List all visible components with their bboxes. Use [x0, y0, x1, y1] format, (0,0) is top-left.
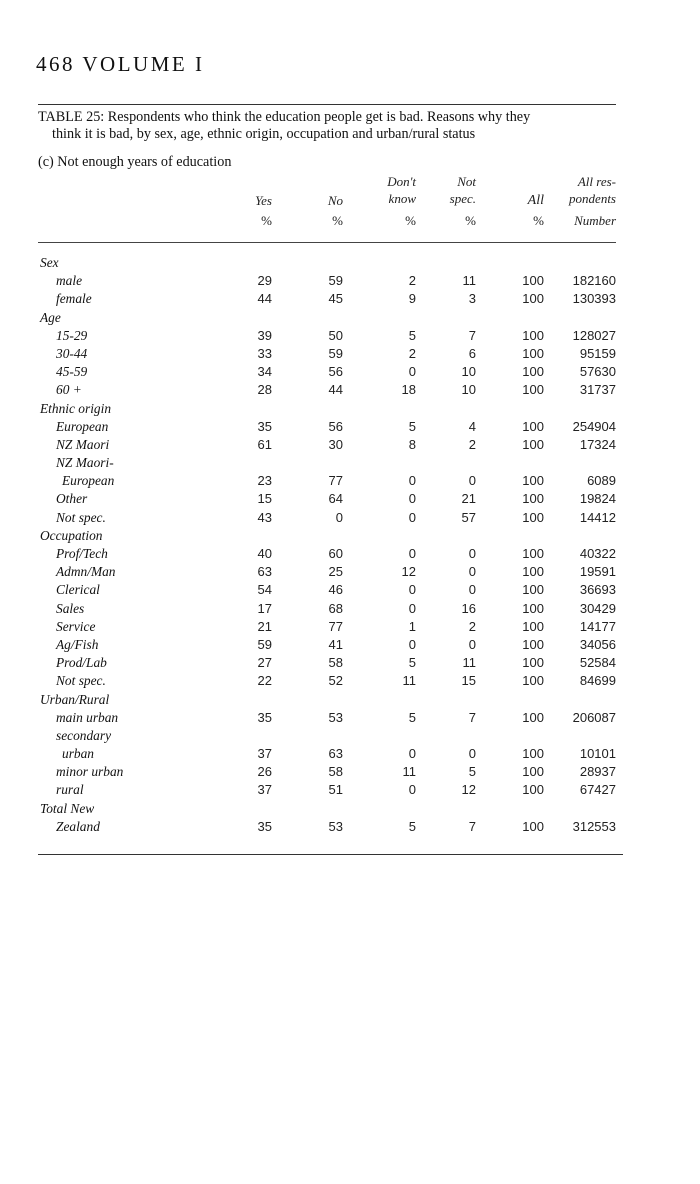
table-cell: 0 — [408, 509, 416, 525]
table-cell: 40 — [257, 546, 272, 561]
row-label: Prod/Lab — [56, 655, 107, 671]
table-cell: 100 — [522, 600, 544, 616]
table-row — [0, 819, 700, 837]
table-cell: 21 — [257, 618, 272, 634]
table-cell: 14412 — [579, 509, 616, 525]
table-cell: 59 — [257, 636, 272, 652]
table-cell: 10101 — [579, 746, 616, 762]
table-caption-line2: think it is bad, by sex, age, ethnic origin, occupation and urban/rural status — [52, 126, 476, 142]
unit-all-respondents: Number — [574, 213, 616, 228]
table-cell: 43 — [257, 509, 272, 525]
table-cell: 100 — [522, 618, 544, 634]
table-cell: 41 — [328, 636, 343, 652]
table-cell: 19824 — [579, 491, 616, 507]
table-caption-line1: TABLE 25: Respondents who think the education people get is bad. Reasons why they — [38, 109, 531, 125]
table-cell: 59 — [328, 345, 343, 361]
table-cell: 35 — [257, 709, 272, 725]
table-cell: 100 — [522, 636, 544, 652]
table-row — [0, 346, 700, 364]
unit-dont-know: % — [405, 213, 416, 228]
table-cell: 21 — [461, 491, 476, 507]
row-label: Ag/Fish — [56, 636, 99, 652]
row-label: European — [56, 418, 109, 434]
column-header-yes: Yes — [255, 193, 272, 208]
table-cell: 95159 — [579, 345, 616, 361]
table-group-row — [0, 255, 700, 273]
table-row — [0, 510, 700, 528]
table-cell: 100 — [522, 655, 544, 671]
table-cell: 10 — [461, 382, 476, 398]
table-cell: 33 — [257, 345, 272, 361]
table-cell: 2 — [468, 618, 476, 634]
table-cell: 12 — [401, 564, 416, 580]
table-cell: 0 — [468, 473, 476, 489]
row-label: Other — [56, 491, 88, 507]
table-cell: 100 — [522, 818, 544, 834]
table-cell: 61 — [257, 436, 272, 452]
table-row — [0, 637, 700, 655]
table-cell: 100 — [522, 764, 544, 780]
group-label: Urban/Rural — [40, 691, 110, 707]
table-row — [0, 673, 700, 691]
table-cell: 312553 — [572, 818, 616, 834]
row-label: NZ Maori — [56, 436, 110, 452]
table-row — [0, 582, 700, 600]
table-cell: 52 — [328, 673, 343, 689]
table-cell: 100 — [522, 418, 544, 434]
table-cell: 128027 — [572, 327, 616, 343]
table-row — [0, 564, 700, 582]
row-label: 60 + — [56, 382, 82, 398]
table-cell: 53 — [328, 818, 343, 834]
table-cell: 34056 — [579, 636, 616, 652]
row-label: NZ Maori- — [56, 455, 114, 471]
row-label: male — [56, 273, 83, 289]
table-cell: 53 — [328, 709, 343, 725]
row-label: 45-59 — [56, 364, 88, 380]
table-cell: 25 — [328, 564, 343, 580]
group-label: Ethnic origin — [40, 400, 112, 416]
table-row — [0, 764, 700, 782]
table-cell: 0 — [408, 491, 416, 507]
table-cell: 59 — [328, 273, 343, 289]
table-cell: 1 — [408, 618, 416, 634]
table-bottom-rule — [38, 854, 623, 855]
table-cell: 58 — [328, 655, 343, 671]
table-cell: 19591 — [579, 564, 616, 580]
table-cell: 45 — [328, 291, 343, 307]
table-cell: 37 — [257, 746, 272, 762]
row-label: Sales — [56, 600, 85, 616]
table-body — [0, 255, 700, 837]
row-label: secondary — [56, 727, 112, 743]
table-cell: 182160 — [572, 273, 616, 289]
table-cell: 2 — [408, 345, 416, 361]
row-label: female — [56, 291, 92, 307]
table-row — [0, 746, 700, 764]
table-group-row — [0, 801, 700, 819]
table-cell: 3 — [468, 291, 476, 307]
table-cell: 100 — [522, 546, 544, 561]
table-cell: 68 — [328, 600, 343, 616]
column-header-not-spec-line2: spec. — [449, 191, 476, 206]
row-label: main urban — [56, 709, 119, 725]
table-cell: 254904 — [572, 418, 616, 434]
table-cell: 63 — [328, 746, 343, 762]
table-cell: 16 — [461, 600, 476, 616]
table-cell: 34 — [257, 364, 272, 380]
table-cell: 77 — [328, 618, 343, 634]
table-row — [0, 546, 700, 564]
table-cell: 46 — [328, 582, 343, 598]
table-cell: 40322 — [579, 546, 616, 561]
table-cell: 2 — [468, 436, 476, 452]
table-cell: 0 — [468, 746, 476, 762]
table-cell: 18 — [401, 382, 416, 398]
table-cell: 28937 — [579, 764, 616, 780]
table-cell: 64 — [328, 491, 343, 507]
table-cell: 100 — [522, 782, 544, 798]
row-label: Clerical — [56, 582, 100, 598]
unit-all: % — [533, 213, 544, 228]
table-row — [0, 364, 700, 382]
table-cell: 54 — [257, 582, 272, 598]
table-cell: 52584 — [579, 655, 616, 671]
table-subcaption: (c) Not enough years of education — [38, 154, 232, 170]
table-cell: 30 — [328, 436, 343, 452]
row-label: rural — [56, 782, 84, 798]
table-cell: 57630 — [579, 364, 616, 380]
table-cell: 26 — [257, 764, 272, 780]
row-label: 15-29 — [56, 327, 88, 343]
table-group-row — [0, 692, 700, 710]
column-header-no: No — [327, 193, 343, 208]
table-cell: 0 — [408, 782, 416, 798]
column-header-all: All — [527, 193, 544, 208]
table-cell: 100 — [522, 564, 544, 580]
table-cell: 15 — [461, 673, 476, 689]
table-cell: 5 — [408, 418, 416, 434]
unit-not-spec: % — [465, 213, 476, 228]
table-row — [0, 601, 700, 619]
table-row — [0, 491, 700, 509]
table-cell: 7 — [468, 818, 476, 834]
table-cell: 84699 — [579, 673, 616, 689]
table-cell: 17 — [257, 600, 272, 616]
group-label: Age — [40, 309, 61, 325]
table-cell: 56 — [328, 418, 343, 434]
table-cell: 100 — [522, 382, 544, 398]
table-cell: 206087 — [572, 709, 616, 725]
table-cell: 0 — [408, 600, 416, 616]
table-group-row — [0, 528, 700, 546]
column-header-all-respondents-line1: All res- — [577, 174, 616, 189]
table-cell: 14177 — [579, 618, 616, 634]
table-cell: 37 — [257, 782, 272, 798]
table-cell: 100 — [522, 673, 544, 689]
table-row — [0, 419, 700, 437]
table-cell: 77 — [328, 473, 343, 489]
row-label: Admn/Man — [56, 564, 116, 580]
table-row — [0, 273, 700, 291]
table-cell: 100 — [522, 327, 544, 343]
table-cell: 8 — [408, 436, 416, 452]
table-cell: 27 — [257, 655, 272, 671]
table-cell: 10 — [461, 364, 476, 380]
table-cell: 100 — [522, 582, 544, 598]
table-cell: 35 — [257, 818, 272, 834]
column-header-dont-know-line1: Don't — [387, 174, 416, 189]
table-row — [0, 382, 700, 400]
table-cell: 51 — [328, 782, 343, 798]
group-label: Occupation — [40, 527, 103, 543]
table-row — [0, 728, 700, 746]
group-label: Sex — [40, 255, 59, 270]
table-cell: 6 — [468, 345, 476, 361]
table-cell: 0 — [408, 636, 416, 652]
unit-yes: % — [261, 213, 272, 228]
table-cell: 57 — [461, 509, 476, 525]
table-cell: 12 — [461, 782, 476, 798]
table-row — [0, 291, 700, 309]
table-cell: 0 — [408, 582, 416, 598]
table-cell: 5 — [408, 709, 416, 725]
table-cell: 100 — [522, 364, 544, 380]
group-label: Total New — [40, 800, 95, 816]
row-label: European — [62, 473, 115, 489]
table-cell: 50 — [328, 327, 343, 343]
table-cell: 100 — [522, 473, 544, 489]
table-cell: 100 — [522, 345, 544, 361]
row-label: minor urban — [56, 764, 124, 780]
table-cell: 22 — [257, 673, 272, 689]
table-cell: 11 — [402, 764, 416, 780]
page-header: 468 VOLUME I — [36, 52, 205, 76]
table-cell: 100 — [522, 509, 544, 525]
row-label: urban — [62, 746, 94, 762]
table-row — [0, 473, 700, 491]
table-cell: 15 — [257, 491, 272, 507]
table-cell: 7 — [468, 709, 476, 725]
table-group-row — [0, 401, 700, 419]
table-row — [0, 782, 700, 800]
table-cell: 0 — [468, 636, 476, 652]
table-caption — [38, 109, 623, 143]
table-cell: 29 — [257, 273, 272, 289]
table-cell: 28 — [257, 382, 272, 398]
table-cell: 58 — [328, 764, 343, 780]
table-top-rule — [38, 104, 616, 105]
table-cell: 63 — [257, 564, 272, 580]
table-cell: 0 — [408, 364, 416, 380]
table-cell: 35 — [257, 418, 272, 434]
table-cell: 0 — [408, 746, 416, 762]
table-cell: 9 — [408, 291, 416, 307]
table-cell: 0 — [408, 473, 416, 489]
row-label: Zealand — [56, 818, 100, 834]
table-cell: 130393 — [572, 291, 616, 307]
table-cell: 67427 — [579, 782, 616, 798]
column-header-all-respondents-line2: pondents — [569, 191, 616, 206]
table-cell: 0 — [468, 546, 476, 561]
table-cell: 31737 — [579, 382, 616, 398]
column-header-dont-know-line2: know — [388, 191, 416, 206]
table-cell: 5 — [468, 764, 476, 780]
table-row — [0, 710, 700, 728]
table-row — [0, 328, 700, 346]
table-cell: 5 — [408, 818, 416, 834]
table-cell: 7 — [468, 327, 476, 343]
table-cell: 11 — [462, 273, 476, 289]
table-row — [0, 655, 700, 673]
table-cell: 4 — [468, 418, 476, 434]
column-header-not-spec-line1: Not — [457, 174, 476, 189]
table-cell: 11 — [462, 655, 476, 671]
table-cell: 60 — [328, 546, 343, 561]
table-cell: 0 — [408, 546, 416, 561]
table-header-rule — [38, 242, 616, 243]
row-label: Prof/Tech — [56, 546, 108, 561]
table-cell: 100 — [522, 746, 544, 762]
table-cell: 100 — [522, 491, 544, 507]
table-cell: 17324 — [579, 436, 616, 452]
unit-no: % — [332, 213, 343, 228]
row-label: Not spec. — [56, 673, 106, 689]
table-cell: 5 — [408, 655, 416, 671]
table-cell: 100 — [522, 709, 544, 725]
table-cell: 44 — [257, 291, 272, 307]
row-label: Not spec. — [56, 509, 106, 525]
table-cell: 100 — [522, 291, 544, 307]
table-cell: 56 — [328, 364, 343, 380]
row-label: 30-44 — [56, 345, 88, 361]
table-cell: 6089 — [587, 473, 616, 489]
table-cell: 2 — [408, 273, 416, 289]
table-row — [0, 437, 700, 455]
table-row — [0, 455, 700, 473]
table-cell: 5 — [408, 327, 416, 343]
table-row — [0, 619, 700, 637]
table-cell: 30429 — [579, 600, 616, 616]
row-label: Service — [56, 618, 96, 634]
table-cell: 11 — [402, 673, 416, 689]
table-cell: 44 — [328, 382, 343, 398]
table-cell: 23 — [257, 473, 272, 489]
table-cell: 39 — [257, 327, 272, 343]
table-cell: 0 — [468, 564, 476, 580]
table-cell: 100 — [522, 436, 544, 452]
table-cell: 0 — [335, 509, 343, 525]
table-group-row — [0, 310, 700, 328]
table-cell: 0 — [468, 582, 476, 598]
table-cell: 100 — [522, 273, 544, 289]
table-cell: 36693 — [579, 582, 616, 598]
